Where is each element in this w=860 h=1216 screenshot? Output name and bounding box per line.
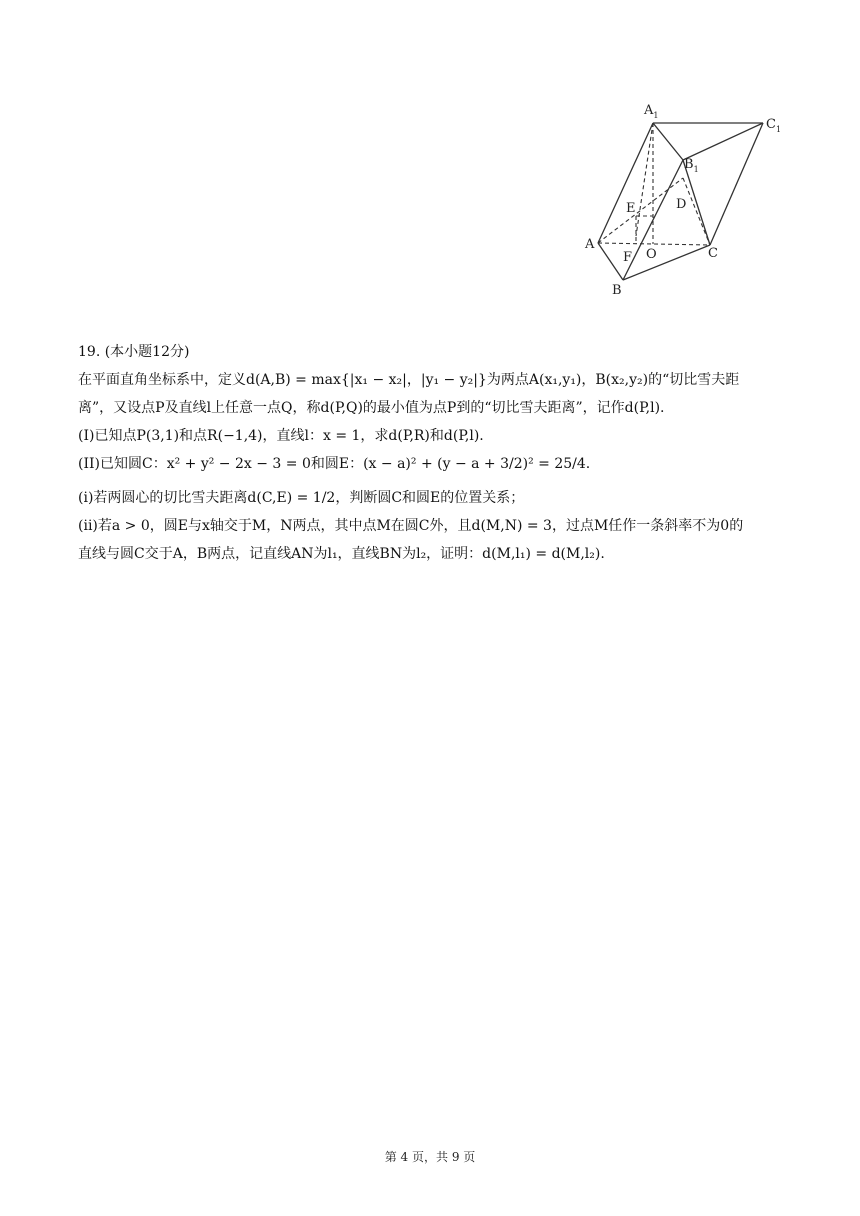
label-d: D	[676, 197, 687, 212]
edge-a-d	[598, 178, 683, 243]
problem-definition-line-2: 离”，又设点P及直线l上任意一点Q，称d(P,Q)的最小值为点P到的“切比雪夫距离”，记作d(P,l).	[78, 400, 665, 416]
label-f: F	[623, 250, 633, 265]
label-c1: $C_1$	[766, 117, 782, 134]
dashed-edges	[598, 123, 710, 245]
edge-a1-f	[636, 123, 653, 236]
label-b: B	[612, 283, 622, 298]
prism-figure	[580, 98, 780, 300]
edge-a1-b1	[653, 123, 683, 160]
page-footer: 第 4 页，共 9 页	[384, 1150, 476, 1164]
label-o: O	[646, 247, 657, 262]
label-e: E	[626, 201, 636, 216]
edge-a1-a	[598, 123, 653, 243]
label-a: A	[585, 237, 595, 252]
problem-part-2-ii-line-1: (ii)若a > 0，圆E与x轴交于M，N两点，其中点M在圆C外，且d(M,N) = 3，过点M任作一条斜率不为0的	[78, 518, 744, 534]
edge-c1-b1	[683, 123, 763, 160]
problem-part-1: (I)已知点P(3,1)和点R(−1,4)，直线l：x = 1，求d(P,R)和d(P,l).	[78, 428, 484, 444]
edge-d-c	[683, 178, 710, 245]
prism-diagram	[580, 98, 780, 300]
problem-definition-line-1: 在平面直角坐标系中，定义d(A,B) = max{|x₁ − x₂|，|y₁ − y₂|}为两点A(x₁,y₁)，B(x₂,y₂)的“切比雪夫距	[78, 372, 740, 388]
edge-b-c	[623, 245, 710, 280]
edge-c1-c	[710, 123, 763, 245]
problem-part-2: (II)已知圆C：x² + y² − 2x − 3 = 0和圆E：(x − a)² + (y − a + 3/2)² = 25/4.	[78, 456, 591, 472]
label-a1: $A_1$	[644, 103, 659, 120]
problem-part-2-i: (i)若两圆心的切比雪夫距离d(C,E) = 1/2，判断圆C和圆E的位置关系；	[78, 490, 525, 506]
edge-a-b	[598, 243, 623, 280]
problem-part-2-ii-line-2: 直线与圆C交于A，B两点，记直线AN为l₁，直线BN为l₂，证明：d(M,l₁) = d(M,l₂).	[78, 546, 605, 562]
label-c: C	[708, 246, 718, 261]
problem-19	[78, 338, 798, 568]
problem-heading: 19. (本小题12分)	[78, 344, 190, 360]
edge-a-c	[598, 243, 710, 245]
label-b1: $B_1$	[684, 157, 699, 174]
